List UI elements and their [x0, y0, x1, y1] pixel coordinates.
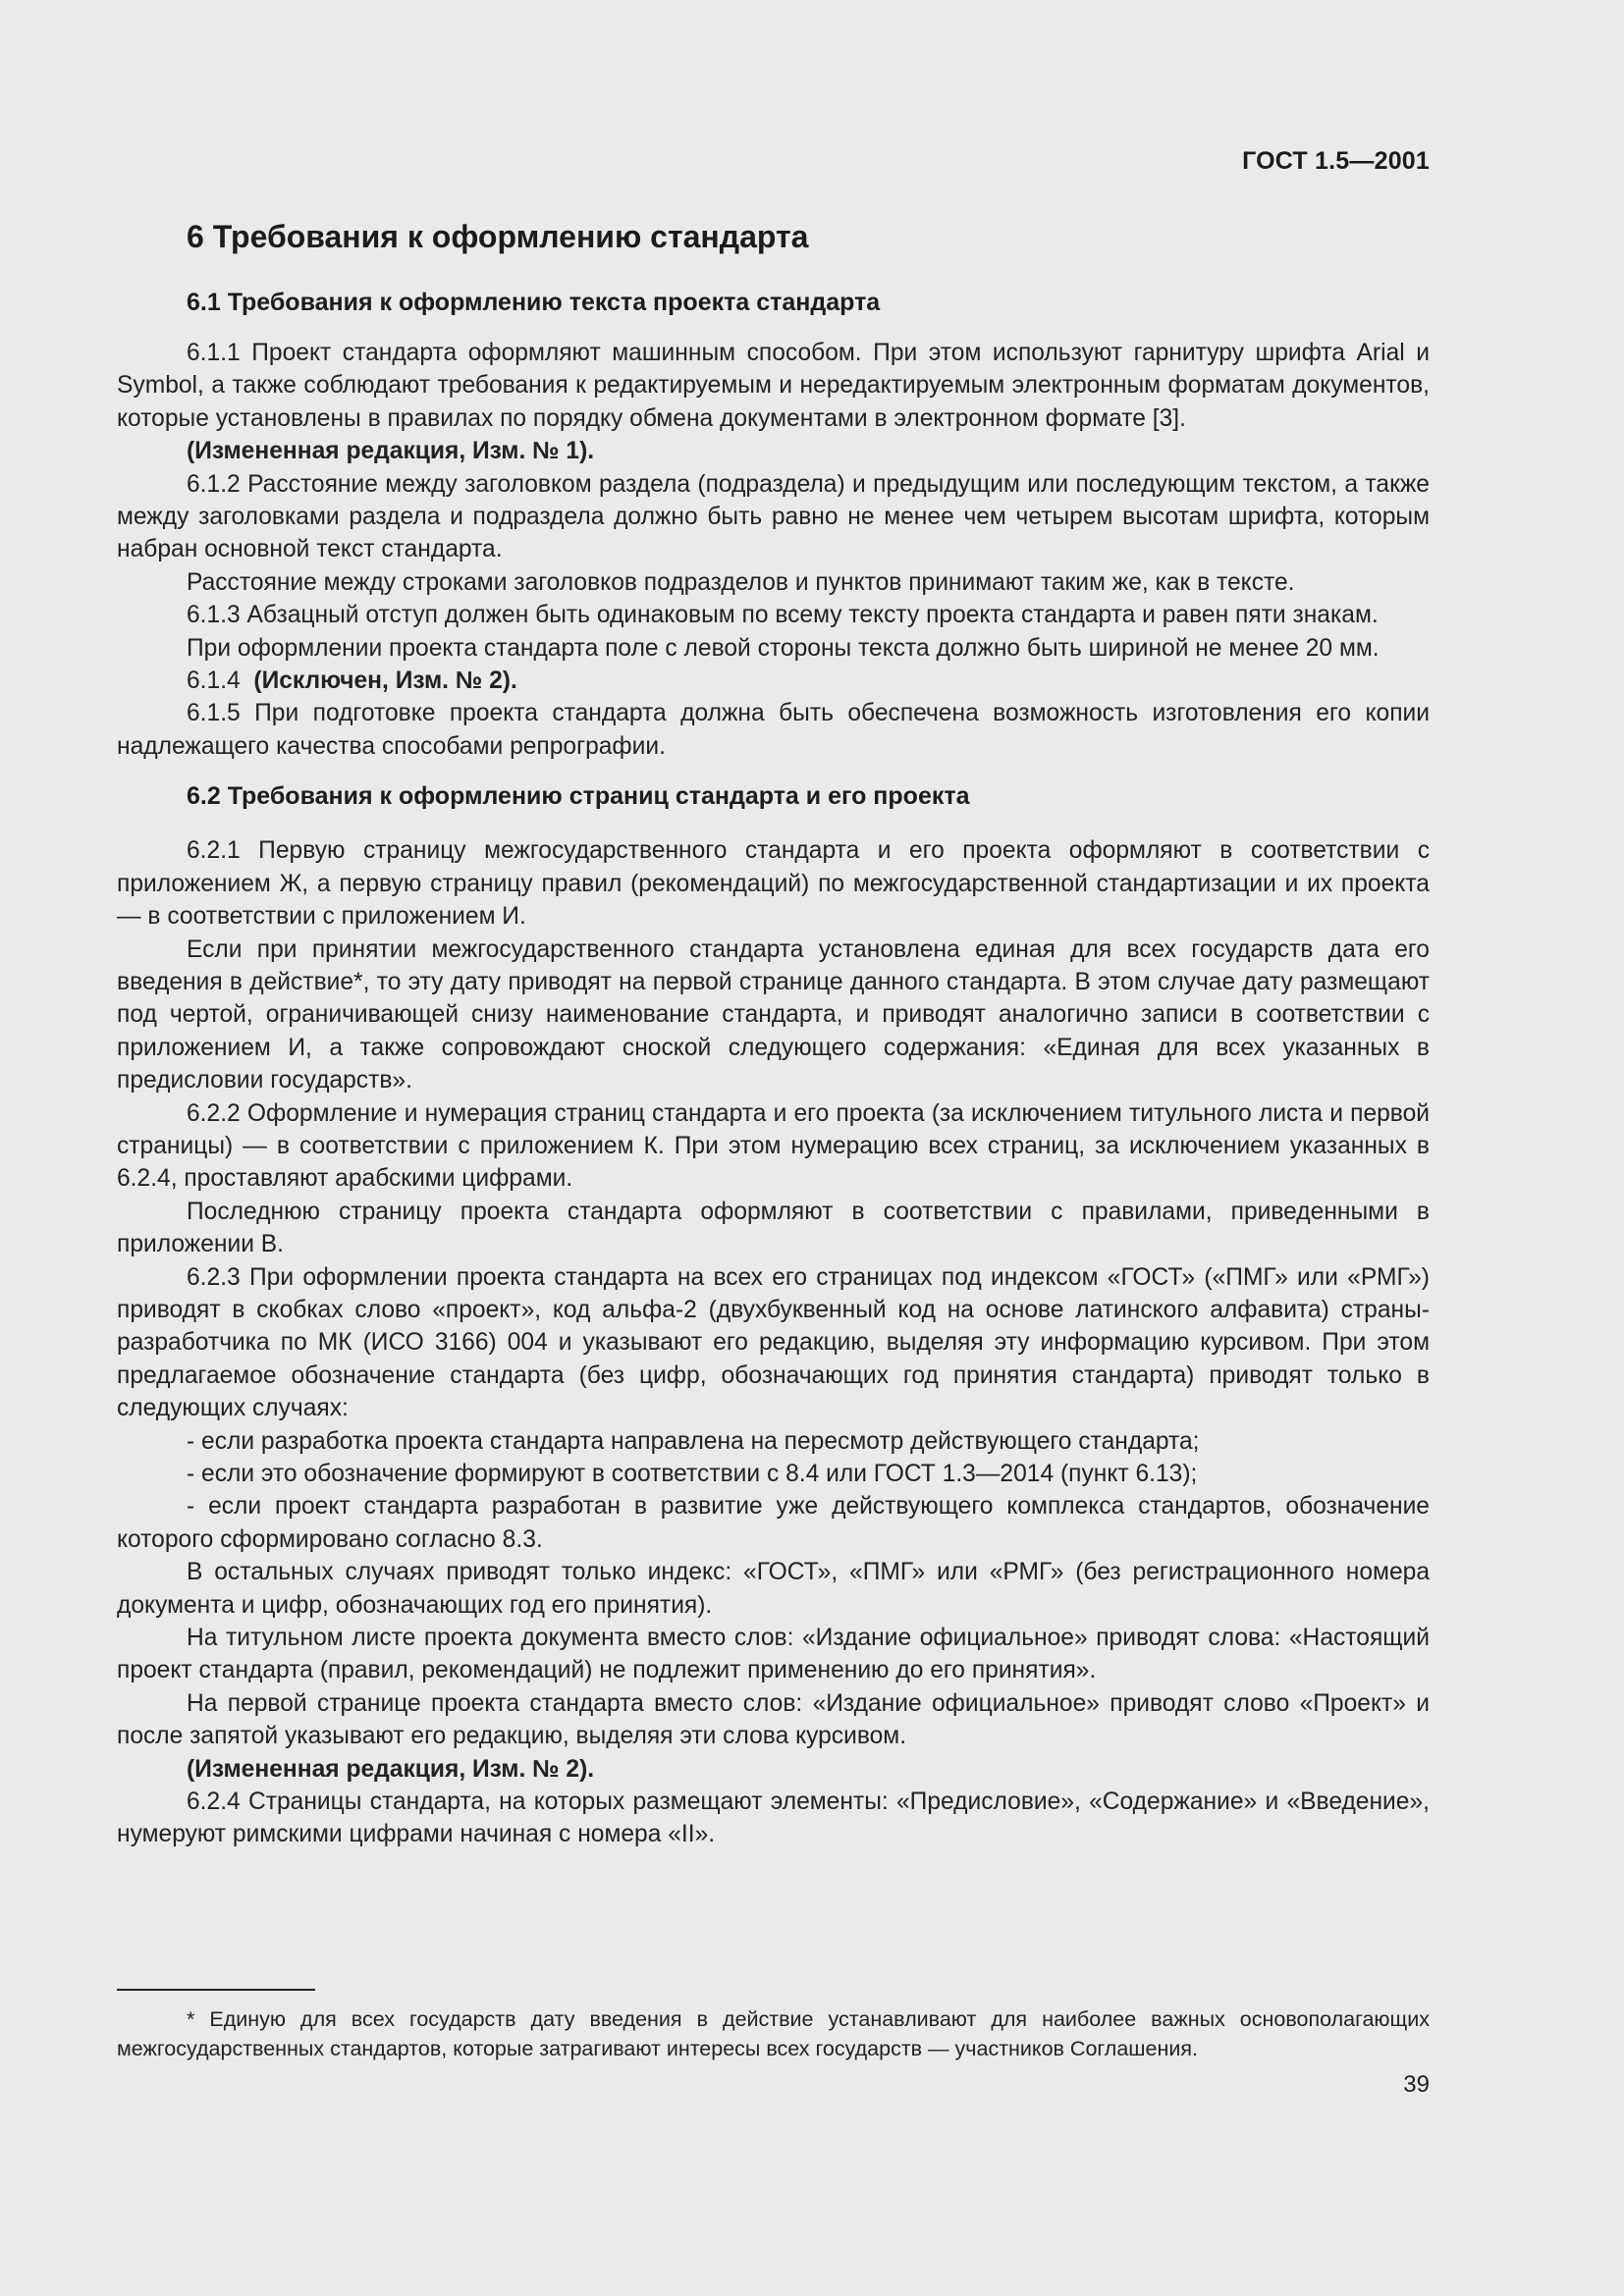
- list-item: - если это обозначение формируют в соответствии с 8.4 или ГОСТ 1.3—2014 (пункт 6.13);: [187, 1461, 1198, 1487]
- page-number: 39: [1403, 2071, 1430, 2098]
- paragraph-6-1-1: 6.1.1 Проект стандарта оформляют машинным способом. При этом используют гарнитуру шрифта Arial и Symbol, а также соблюдают требования к редактируемым и нередактируемым электронным форматам документов, которые установлены в правилах по порядку обмена документами в электронном формате [3].: [117, 340, 1430, 432]
- paragraph-6-1-4-excluded-note: (Исключен, Изм. № 2).: [253, 667, 517, 695]
- subsection-6-1-title: 6.1 Требования к оформлению текста проекта стандарта: [187, 289, 881, 316]
- paragraph-6-1-3-continued: При оформлении проекта стандарта поле с левой стороны текста должно быть шириной не менее 20 мм.: [187, 634, 1380, 662]
- page-content: [117, 218, 1430, 1851]
- paragraph-6-2-3-title-sheet: На титульном листе проекта документа вместо слов: «Издание официальное» приводят слова: «Настоящий проект стандарта (правил, рекомендаций) не подлежит применению до его принятия».: [117, 1625, 1430, 1684]
- paragraph-6-2-3-other-cases: В остальных случаях приводят только индекс: «ГОСТ», «ПМГ» или «РМГ» (без регистрационного номера документа и цифр, обозначающих год его принятия).: [117, 1559, 1430, 1619]
- section-6-title: 6 Требования к оформлению стандарта: [187, 219, 809, 254]
- paragraph-6-2-3-first-page: На первой странице проекта стандарта вместо слов: «Издание официальное» приводят слово «Проект» и после запятой указывают его редакцию, выделяя эти слова курсивом.: [117, 1689, 1430, 1750]
- footnote: * Единую для всех государств дату введения в действие устанавливают для наиболее важных основополагающих межгосударственных стандартов, которые затрагивают интересы всех государств — участников Соглашения.: [117, 2007, 1430, 2060]
- paragraph-6-1-3: 6.1.3 Абзацный отступ должен быть одинаковым по всему тексту проекта стандарта и равен пяти знакам.: [187, 602, 1379, 629]
- paragraph-6-2-3: 6.2.3 При оформлении проекта стандарта на всех его страницах под индексом «ГОСТ» («ПМГ» или «РМГ») приводят в скобках слово «проект», код альфа-2 (двухбуквенный код на основе латинского алфавита) страны-разработчика по МК (ИСО 3166) 004 и указывают его редакцию, выделяя эту информацию курсивом. При этом предлагаемое обозначение стандарта (без цифр, обозначающих год принятия стандарта) приводят только в следующих случаях:: [117, 1263, 1430, 1422]
- paragraph-6-2-4: 6.2.4 Страницы стандарта, на которых размещают элементы: «Предисловие», «Содержание» и «Введение», нумеруют римскими цифрами начиная с номера «II».: [117, 1789, 1430, 1848]
- paragraph-6-1-5: 6.1.5 При подготовке проекта стандарта должна быть обеспечена возможность изготовления его копии надлежащего качества способами репрографии.: [117, 700, 1430, 760]
- standard-reference-header: ГОСТ 1.5—2001: [1242, 147, 1430, 175]
- paragraph-6-1-2: 6.1.2 Расстояние между заголовком раздела (подраздела) и предыдущим или последующим текстом, а также между заголовками раздела и подраздела должно быть равно не менее чем четырем высотам шрифта, которым набран основной текст стандарта.: [117, 470, 1430, 563]
- amendment-note-2: (Измененная редакция, Изм. № 2).: [187, 1755, 595, 1783]
- paragraph-6-1-4: [117, 665, 1430, 697]
- paragraph-6-2-2: 6.2.2 Оформление и нумерация страниц стандарта и его проекта (за исключением титульного листа и первой страницы) — в соответствии с приложением К. При этом нумерацию всех страниц, за исключением указанных в 6.2.4, проставляют арабскими цифрами.: [117, 1099, 1430, 1193]
- amendment-note-1: (Измененная редакция, Изм. № 1).: [187, 438, 595, 465]
- paragraph-6-1-4-number: 6.1.4: [187, 667, 241, 695]
- paragraph-6-2-1-continued: Если при принятии межгосударственного стандарта установлена единая для всех государств дата его введения в действие*, то эту дату приводят на первой странице данного стандарта. В этом случае дату размещают под чертой, ограничивающей снизу наименование стандарта, и приводят аналогично записи в соответствии с приложением И, а также сопровождают сноской следующего содержания: «Единая для всех указанных в предисловии государств».: [117, 935, 1430, 1095]
- paragraph-6-1-2-continued: Расстояние между строками заголовков подразделов и пунктов принимают таким же, как в тексте.: [187, 568, 1295, 596]
- list-item: - если разработка проекта стандарта направлена на пересмотр действующего стандарта;: [187, 1427, 1200, 1455]
- footnote-divider: [117, 1989, 315, 1991]
- subsection-6-2-title: 6.2 Требования к оформлению страниц стандарта и его проекта: [187, 782, 970, 811]
- paragraph-6-2-1: 6.2.1 Первую страницу межгосударственного стандарта и его проекта оформляют в соответствии с приложением Ж, а первую страницу правил (рекомендаций) по межгосударственной стандартизации и их проекта — в соответствии с приложением И.: [117, 837, 1430, 931]
- list-item: - если проект стандарта разработан в развитие уже действующего комплекса стандартов, обозначение которого сформировано согласно 8.3.: [117, 1493, 1430, 1553]
- paragraph-6-2-2-continued: Последнюю страницу проекта стандарта оформляют в соответствии с правилами, приведенными в приложении В.: [117, 1198, 1430, 1258]
